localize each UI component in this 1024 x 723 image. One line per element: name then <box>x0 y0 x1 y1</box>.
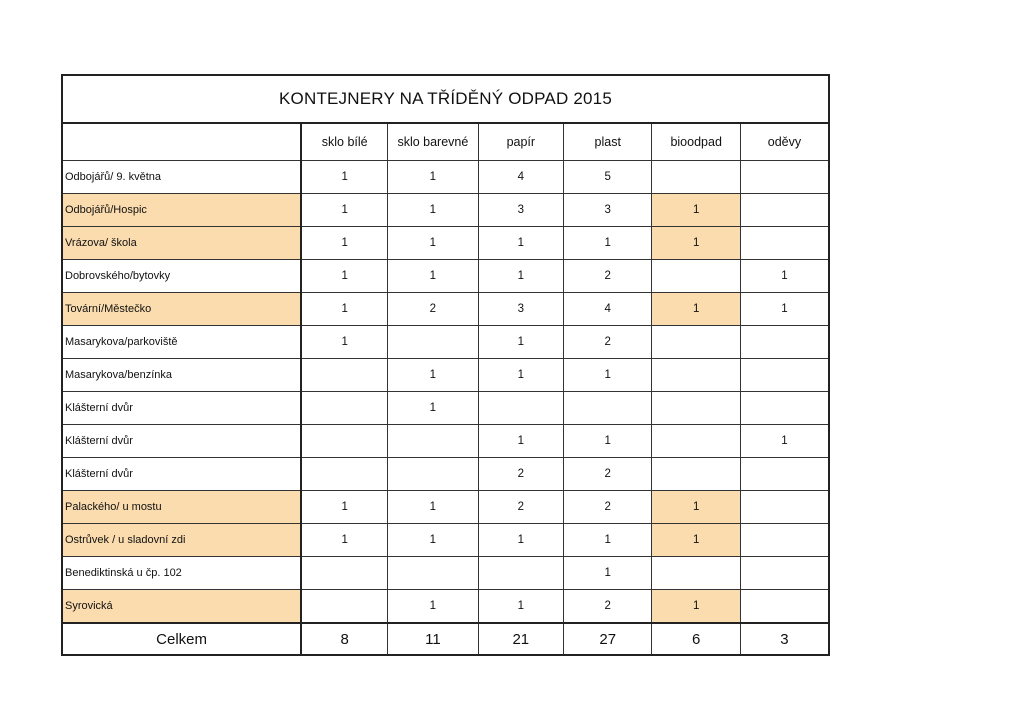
cell-sklo-barevne <box>388 326 478 359</box>
cell-sklo-bile <box>301 425 387 458</box>
total-sklo-barevne: 11 <box>388 623 478 655</box>
table-row <box>62 425 829 458</box>
cell-odevy: 1 <box>740 260 829 293</box>
total-sklo-bile: 8 <box>301 623 387 655</box>
cell-plast: 2 <box>564 590 652 624</box>
cell-odevy <box>740 161 829 194</box>
table-row <box>62 524 829 557</box>
header-location <box>62 123 301 161</box>
cell-plast: 4 <box>564 293 652 326</box>
table-row <box>62 458 829 491</box>
cell-odevy <box>740 458 829 491</box>
cell-sklo-barevne <box>388 425 478 458</box>
cell-plast: 2 <box>564 326 652 359</box>
column-header-row <box>62 123 829 161</box>
cell-sklo-barevne <box>388 557 478 590</box>
cell-odevy <box>740 590 829 624</box>
header-sklo-barevne: sklo barevné <box>388 123 478 161</box>
header-bioodpad: bioodpad <box>652 123 740 161</box>
cell-bioodpad <box>652 392 740 425</box>
cell-bioodpad <box>652 425 740 458</box>
header-plast: plast <box>564 123 652 161</box>
cell-plast: 3 <box>564 194 652 227</box>
cell-bioodpad <box>652 260 740 293</box>
cell-papir: 1 <box>478 425 563 458</box>
cell-plast: 1 <box>564 557 652 590</box>
cell-sklo-bile <box>301 359 387 392</box>
cell-bioodpad <box>652 557 740 590</box>
row-location: Vrázova/ škola <box>62 227 301 260</box>
cell-sklo-barevne: 1 <box>388 161 478 194</box>
cell-bioodpad: 1 <box>652 293 740 326</box>
cell-sklo-barevne: 1 <box>388 227 478 260</box>
cell-odevy <box>740 326 829 359</box>
cell-plast: 2 <box>564 458 652 491</box>
cell-sklo-bile: 1 <box>301 293 387 326</box>
cell-sklo-barevne <box>388 458 478 491</box>
cell-sklo-bile <box>301 392 387 425</box>
table-row <box>62 293 829 326</box>
cell-sklo-barevne: 1 <box>388 260 478 293</box>
cell-papir: 1 <box>478 524 563 557</box>
cell-papir: 3 <box>478 194 563 227</box>
table-row <box>62 194 829 227</box>
cell-papir: 1 <box>478 227 563 260</box>
cell-papir: 1 <box>478 326 563 359</box>
cell-sklo-bile: 1 <box>301 194 387 227</box>
cell-papir: 3 <box>478 293 563 326</box>
cell-sklo-bile: 1 <box>301 524 387 557</box>
row-location: Benediktinská u čp. 102 <box>62 557 301 590</box>
table-row <box>62 260 829 293</box>
cell-sklo-barevne: 1 <box>388 590 478 624</box>
table-row <box>62 227 829 260</box>
table-row <box>62 491 829 524</box>
cell-plast <box>564 392 652 425</box>
cell-plast: 1 <box>564 227 652 260</box>
cell-sklo-bile <box>301 590 387 624</box>
cell-odevy <box>740 491 829 524</box>
total-label: Celkem <box>62 623 301 655</box>
cell-bioodpad: 1 <box>652 491 740 524</box>
row-location: Odbojářů/Hospic <box>62 194 301 227</box>
cell-sklo-bile: 1 <box>301 326 387 359</box>
cell-bioodpad <box>652 326 740 359</box>
cell-sklo-barevne: 1 <box>388 359 478 392</box>
cell-plast: 2 <box>564 260 652 293</box>
cell-odevy: 1 <box>740 293 829 326</box>
cell-sklo-bile <box>301 557 387 590</box>
cell-bioodpad: 1 <box>652 590 740 624</box>
cell-plast: 1 <box>564 524 652 557</box>
cell-sklo-bile: 1 <box>301 491 387 524</box>
row-location: Klášterní dvůr <box>62 458 301 491</box>
cell-papir <box>478 392 563 425</box>
cell-sklo-barevne: 1 <box>388 392 478 425</box>
header-sklo-bile: sklo bílé <box>301 123 387 161</box>
cell-papir: 1 <box>478 590 563 624</box>
cell-bioodpad <box>652 161 740 194</box>
cell-sklo-barevne: 1 <box>388 491 478 524</box>
cell-plast: 1 <box>564 425 652 458</box>
table-row <box>62 557 829 590</box>
cell-plast: 5 <box>564 161 652 194</box>
cell-plast: 2 <box>564 491 652 524</box>
row-location: Masarykova/benzínka <box>62 359 301 392</box>
cell-odevy <box>740 194 829 227</box>
cell-papir: 2 <box>478 458 563 491</box>
total-odevy: 3 <box>740 623 829 655</box>
row-location: Masarykova/parkoviště <box>62 326 301 359</box>
cell-plast: 1 <box>564 359 652 392</box>
table-row <box>62 359 829 392</box>
table-body <box>62 161 829 624</box>
row-location: Palackého/ u mostu <box>62 491 301 524</box>
cell-bioodpad <box>652 458 740 491</box>
cell-bioodpad: 1 <box>652 194 740 227</box>
cell-papir: 1 <box>478 260 563 293</box>
table-row <box>62 392 829 425</box>
row-location: Ostrůvek / u sladovní zdi <box>62 524 301 557</box>
total-plast: 27 <box>564 623 652 655</box>
cell-papir: 1 <box>478 359 563 392</box>
containers-table <box>61 74 830 656</box>
cell-odevy <box>740 359 829 392</box>
cell-papir: 4 <box>478 161 563 194</box>
cell-odevy <box>740 557 829 590</box>
row-location: Tovární/Městečko <box>62 293 301 326</box>
waste-container-sheet <box>61 74 830 656</box>
row-location: Odbojářů/ 9. května <box>62 161 301 194</box>
header-papir: papír <box>478 123 563 161</box>
row-location: Syrovická <box>62 590 301 624</box>
total-bioodpad: 6 <box>652 623 740 655</box>
cell-sklo-bile <box>301 458 387 491</box>
cell-papir: 2 <box>478 491 563 524</box>
cell-sklo-bile: 1 <box>301 161 387 194</box>
row-location: Klášterní dvůr <box>62 392 301 425</box>
cell-bioodpad: 1 <box>652 524 740 557</box>
total-papir: 21 <box>478 623 563 655</box>
cell-odevy <box>740 227 829 260</box>
cell-papir <box>478 557 563 590</box>
cell-sklo-barevne: 1 <box>388 194 478 227</box>
table-title: KONTEJNERY NA TŘÍDĚNÝ ODPAD 2015 <box>62 75 829 123</box>
cell-bioodpad <box>652 359 740 392</box>
table-row <box>62 326 829 359</box>
cell-bioodpad: 1 <box>652 227 740 260</box>
cell-sklo-bile: 1 <box>301 260 387 293</box>
cell-sklo-bile: 1 <box>301 227 387 260</box>
table-row <box>62 590 829 624</box>
table-row <box>62 161 829 194</box>
row-location: Dobrovského/bytovky <box>62 260 301 293</box>
row-location: Klášterní dvůr <box>62 425 301 458</box>
cell-odevy: 1 <box>740 425 829 458</box>
cell-sklo-barevne: 1 <box>388 524 478 557</box>
cell-sklo-barevne: 2 <box>388 293 478 326</box>
header-odevy: oděvy <box>740 123 829 161</box>
cell-odevy <box>740 524 829 557</box>
total-row <box>62 623 829 655</box>
cell-odevy <box>740 392 829 425</box>
